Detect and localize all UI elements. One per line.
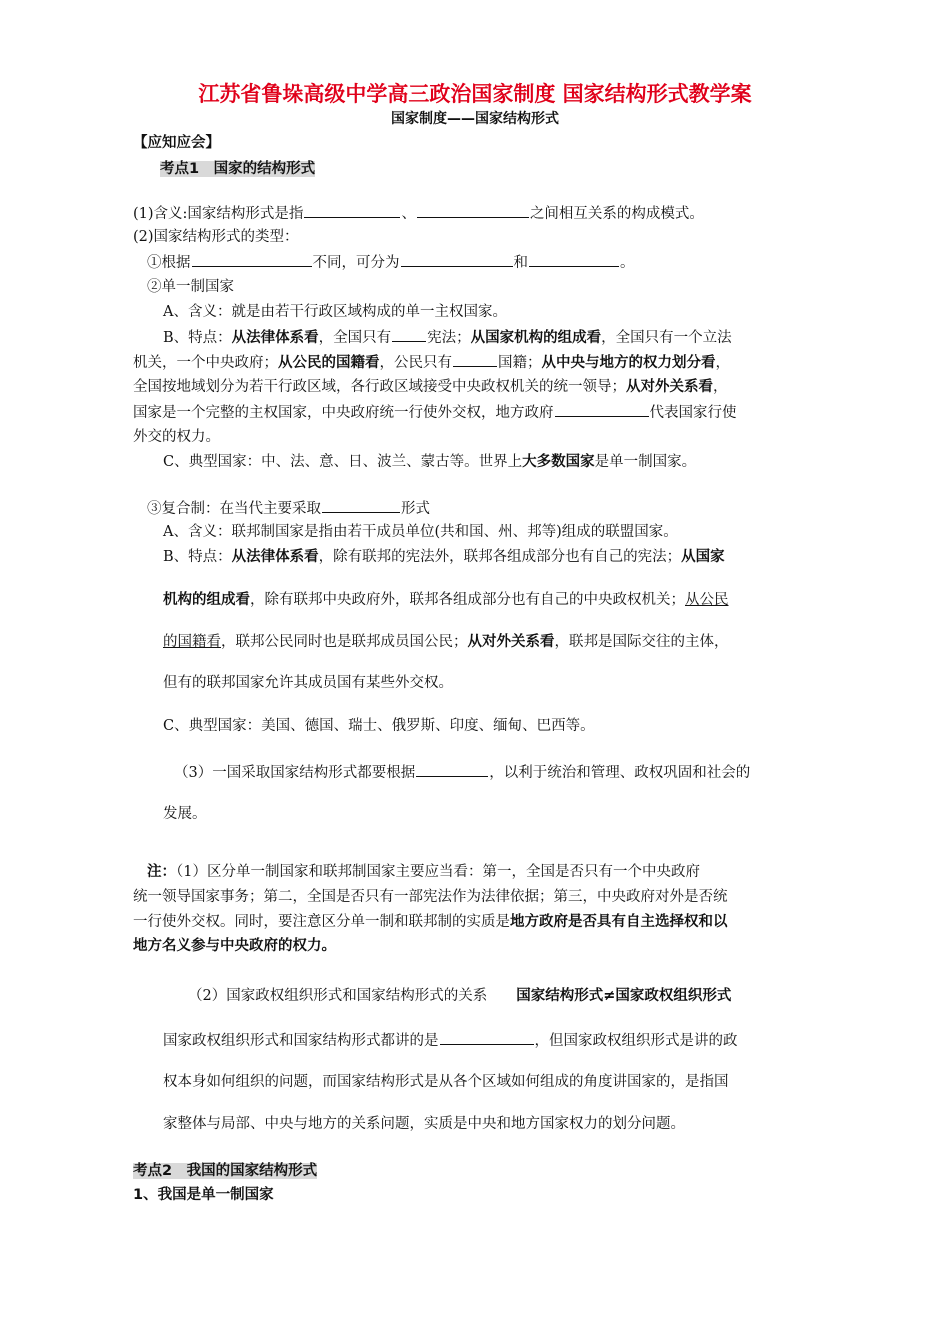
p1-line [133, 202, 704, 225]
p14-bold2: 从国家 [681, 549, 725, 565]
p16-bold: 从对外关系看 [467, 634, 555, 650]
p2-line: (2)国家结构形式的类型： [133, 229, 299, 245]
p18-line: C、典型国家：美国、德国、瑞士、俄罗斯、印度、缅甸、巴西等。 [163, 718, 595, 734]
p7-bold2: 从中央与地方的权力划分看 [541, 355, 716, 371]
p11-text: C、典型国家：中、法、意、日、波兰、蒙古等。世界上 [163, 454, 523, 470]
p6-bold: 从法律体系看 [231, 330, 319, 346]
note3-text: 一行使外交权。同时，要注意区分单一制和联邦制的实质是 [133, 914, 510, 930]
p1-sep: 、 [401, 206, 416, 222]
note4-line: 地方名义参与中央政府的权力。 [133, 938, 336, 954]
p19-line [174, 761, 750, 784]
fill-blank[interactable] [192, 251, 312, 267]
p7-text2: ，公民只有 [379, 355, 452, 371]
fill-blank[interactable] [304, 202, 400, 218]
note3-bold: 地方政府是否具有自主选择权和以 [510, 914, 728, 930]
p17-line: 但有的联邦国家允许其成员国有某些外交权。 [163, 675, 453, 691]
note2-line: 统一领导国家事务；第二，全国是否只有一部宪法作为法律依据；第三，中央政府对外是否统 [133, 889, 728, 905]
fill-blank[interactable] [529, 251, 619, 267]
p12-text: ③复合制：在当代主要采取 [147, 501, 321, 517]
p8-text: 全国按地域划分为若干行政区域，各行政区域接受中央政权机关的统一领导； [133, 379, 626, 395]
note1-line [147, 861, 700, 883]
p8-bold: 从对外关系看 [626, 379, 713, 395]
p15-text: ，除有联邦中央政府外，联邦各组成部分也有自己的中央政权机关； [250, 592, 685, 608]
fill-blank[interactable] [440, 1029, 534, 1045]
p6-bold2: 从国家机构的组成看 [470, 330, 602, 346]
p7-text: 机关，一个中央政府； [133, 355, 278, 371]
p12-line [147, 497, 430, 520]
p11-line [163, 451, 696, 473]
fill-blank[interactable] [322, 497, 400, 513]
fill-blank[interactable] [401, 251, 513, 267]
p15-bold: 机构的组成看 [163, 592, 250, 608]
note5-text: （2）国家政权组织形式和国家结构形式的关系 [188, 988, 488, 1004]
p6-text3: 宪法； [427, 330, 471, 346]
p14-text: B、特点： [163, 549, 232, 565]
p9-text2: 代表国家行使 [649, 405, 737, 421]
p14-line [163, 546, 725, 568]
p16-text: ，联邦公民同时也是联邦成员国公民； [221, 634, 468, 650]
fill-blank[interactable] [392, 326, 426, 342]
p9-line [133, 401, 737, 424]
p6-text4: ，全国只有一个立法 [601, 330, 732, 346]
p3-end: 。 [620, 255, 635, 271]
p7-text3: 国籍； [498, 355, 542, 371]
p19-text: （3）一国采取国家结构形式都要根据 [174, 765, 416, 781]
fill-blank[interactable] [453, 351, 497, 367]
p3-text: ①根据 [147, 255, 191, 271]
note6-line [163, 1029, 738, 1052]
p1-tail: 之间相互关系的构成模式。 [529, 206, 704, 222]
p16-underlined: 的国籍看 [163, 634, 221, 650]
p6-line [163, 326, 732, 349]
p3-mid: 不同，可分为 [312, 255, 400, 271]
p14-bold: 从法律体系看 [231, 549, 319, 565]
p1-text: (1)含义:国家结构形式是指 [133, 206, 304, 222]
note5-bold: 国家结构形式≠国家政权组织形式 [516, 988, 732, 1004]
note7-line: 权本身如何组织的问题，而国家结构形式是从各个区域如何组成的角度讲国家的，是指国 [163, 1074, 729, 1090]
note8-line: 家整体与局部、中央与地方的关系问题，实质是中央和地方国家权力的划分问题。 [163, 1116, 685, 1132]
p15-line [163, 589, 729, 611]
note3-line [133, 911, 728, 933]
fill-blank[interactable] [416, 761, 488, 777]
note1-text: （1）区分单一制国家和联邦制国家主要应当看：第一，全国是否只有一个中央政府 [176, 864, 700, 880]
kaodian2-label: 考点2 我国的国家结构形式 [133, 1163, 318, 1179]
p16-line [163, 631, 729, 653]
kaodian1-label: 考点1 国家的结构形式 [160, 161, 316, 177]
p7-text4: ， [715, 355, 730, 371]
note-label: 注： [147, 864, 176, 880]
p5-line: A、含义：就是由若干行政区域构成的单一主权国家。 [163, 304, 507, 320]
document-title: 江苏省鲁垛高级中学高三政治国家制度 国家结构形式教学案 [198, 82, 752, 106]
p7-line [133, 351, 730, 374]
fill-blank[interactable] [555, 401, 649, 417]
p12-text2: 形式 [401, 501, 430, 517]
p15-underlined: 从公民 [685, 592, 729, 608]
p3-line [147, 251, 635, 274]
kaodian2-point1: 1、我国是单一制国家 [133, 1187, 274, 1203]
document-subtitle: 国家制度——国家结构形式 [391, 111, 559, 127]
kaodian1-heading [160, 158, 315, 180]
p11-text2: 是单一制国家。 [594, 454, 697, 470]
p13-line: A、含义：联邦制国家是指由若干成员单位(共和国、州、邦等)组成的联盟国家。 [163, 524, 678, 540]
p14-text2: ，除有联邦的宪法外，联邦各组成部分也有自己的宪法； [318, 549, 682, 565]
p9-text: 国家是一个完整的主权国家，中央政府统一行使外交权，地方政府 [133, 405, 554, 421]
p6-text: B、特点： [163, 330, 232, 346]
p10-line: 外交的权力。 [133, 429, 220, 445]
p6-text2: ，全国只有 [318, 330, 392, 346]
p8-line [133, 376, 728, 398]
note6-text: 国家政权组织形式和国家结构形式都讲的是 [163, 1033, 439, 1049]
section-tag: 【应知应会】 [133, 135, 220, 151]
p11-bold: 大多数国家 [522, 454, 595, 470]
p16-text2: ，联邦是国际交往的主体， [554, 634, 729, 650]
p4-line: ②单一制国家 [147, 279, 234, 295]
p8-text2: ， [713, 379, 728, 395]
fill-blank[interactable] [417, 202, 529, 218]
note6-text2: ，但国家政权组织形式是讲的政 [534, 1033, 738, 1049]
p7-bold: 从公民的国籍看 [278, 355, 380, 371]
p19-text2: ，以利于统治和管理、政权巩固和社会的 [489, 765, 751, 781]
kaodian2-heading [133, 1160, 317, 1182]
p3-and: 和 [513, 255, 528, 271]
note5-line [188, 985, 731, 1007]
p20-line: 发展。 [163, 806, 207, 822]
